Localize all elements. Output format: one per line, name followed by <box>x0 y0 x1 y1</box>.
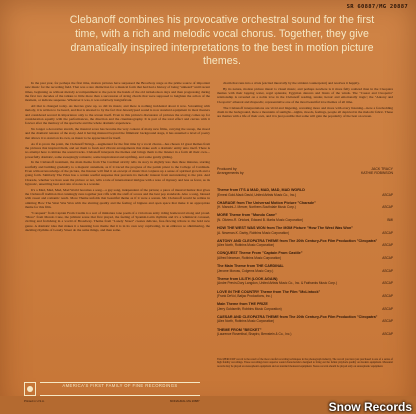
track-publisher: (Alex North, Robbins Music Corporation) <box>217 319 275 324</box>
liner-paragraph: In the Clebanoff treatment, the main theme from The Cardinal strictly tells its story in slightly less than three minutes, starting soulfully and building gradually to a majestic statement, as if it traced the progress of the parish priest to the College of Cardinals. Even without knowledge of the picture, the listener will find it an excerpt of music that conjures up a sense of spiritual growth and a going forth. Similarly The Prize has a certain soulful suspense that prevents its melodic interest from surrendering to the plot. And Charade, whether we have seen the picture or not, tells a tale of international intrigue with a note of mystery and less as fever, as its hypnotic, unsettling beat and rain of notes is a wonder. <box>25 160 210 186</box>
track-publisher: (N. Oliviero-R. Ortolani, Edward B. Marks Music Corporation) <box>217 217 304 222</box>
liner-notes-left-column <box>25 81 210 234</box>
track-publisher: (Jerry Goldsmith, Robbins Music Corporation) <box>217 306 282 311</box>
track-rights: ASCAP <box>382 243 393 248</box>
track-rights: ASCAP <box>382 256 393 261</box>
track-rights: ASCAP <box>382 306 393 311</box>
credit-name: JACK TRACY <box>371 167 393 171</box>
track-title: LOVE IN THE COUNTRY Theme from The Film "McLintock" <box>217 289 321 294</box>
track-publisher: (Frank DeVol, Batjac Productions, Inc.) <box>217 294 272 299</box>
track-title: HOW THE WEST WAS WON from The MGM Picture "How The West Was Won" <box>217 226 353 231</box>
track-credit <box>217 193 393 197</box>
track-list <box>217 188 393 340</box>
track-publisher: (Ernest Gold-Mack David, United Artists Music Co., Inc.) <box>217 192 297 197</box>
headline: Clebanoff combines his provocative orchestral sound for the first time, with a rich and melodic vocal chorus. Together, they give dramatically inspired interpretations to the best in motion picture themes. <box>69 14 375 68</box>
track-item <box>217 188 393 201</box>
track-credit <box>217 319 393 323</box>
track-title: ANTONY AND CLEOPATRA THEME from The 20th Century-Fox Film Production "Cleopatra" <box>217 238 378 243</box>
track-item <box>217 239 393 252</box>
track-rights: ASCAP <box>382 192 393 197</box>
credit-label: Arrangements by <box>217 171 244 176</box>
liner-paragraph: It's a Mad, Mad, Mad, Mad World becomes a song—a gay song, independent of the picture; a piece of musical humor that gives the Clebanoff tradition that cunningly runs together just riffs with the stuff of scores and the best pop standards. Also a song, blessed with sweet and romantic reach. More Theme unfolds that beautiful theme as if it were a sonata. Mr. Clebanoff would be remiss in omitting How The West Was Won with the slurring quality and the feeling of bigness and open space that make it an appropriate theme for this film. <box>25 187 210 209</box>
track-title: MORE Theme from "Mondo Cane" <box>217 213 277 218</box>
track-publisher: (Laurence Rosenthal, Shapiro, Bernstein & Co., Inc.) <box>217 332 292 337</box>
track-item <box>217 251 393 264</box>
track-rights: ASCAP <box>382 230 393 235</box>
track-publisher: (A. Newman-K. Darby, Robbins Music Corporation) <box>217 230 290 235</box>
label-slogan: AMERICA'S FIRST FAMILY OF FINE RECORDINGS <box>40 382 200 396</box>
credit-label: Produced by <box>217 167 237 171</box>
track-title: THEME FROM "BECKET" <box>217 327 262 332</box>
track-item <box>217 201 393 214</box>
mercury-logo-icon <box>24 382 36 396</box>
watermark: Snow Records <box>328 400 412 414</box>
liner-notes-right-column <box>217 81 393 120</box>
track-publisher: (H. Mancini-J. Mercer, Northern-Southdale Music Corp.) <box>217 205 296 210</box>
track-rights: ASCAP <box>382 319 393 324</box>
track-credit <box>217 218 393 222</box>
track-item <box>217 302 393 315</box>
credit-row <box>217 171 393 175</box>
liner-paragraph: The Clebanoff interpretations are vivid and lingering, revealing more and more with every listening—here a forebodding drum in the background, there a mountain of sunlight—nights, moods, feelings, people all depicted in the melodic fabric. These are themes with a life of their own, and it is just possible that some will gain the popularity of the best on screen. <box>217 105 393 119</box>
track-item <box>217 226 393 239</box>
track-credit <box>217 231 393 235</box>
track-rights: ASCAP <box>382 205 393 210</box>
credit-name: KATHIE ROBINSON <box>360 171 393 176</box>
liner-paragraph: charm that runs into a crisis (excited musically by the strident counterpoint) and resolves it happily. <box>223 81 360 85</box>
track-title: Theme from IT'S A MAD, MAD, MAD, MAD WORLD <box>217 188 305 192</box>
track-credit <box>217 243 393 247</box>
track-title: Theme from LILITH (LOOK AGAIN) <box>217 276 278 281</box>
track-title: CAESAR AND CLEOPATRA THEME from The 20th Century-Fox Film Production "Cleopatra" <box>217 314 378 319</box>
track-credit <box>217 281 393 285</box>
printed-in-usa: Printed in U.S.A. <box>24 399 45 403</box>
track-item <box>217 277 393 290</box>
track-credit <box>217 205 393 209</box>
track-credit <box>217 294 393 298</box>
track-item <box>217 315 393 328</box>
liner-paragraph: In the past year, for perhaps the first time, motion pictures have surpassed the Broadway stage as the prime source of important new music for the recording field. That was a rare distinction for a musical form that had had a history of being "unheard" until recent times, beginning as without melody accompaniment to the pen in the hands of the old nickelodeon days and then progressing during the first two decades of the talkies to little more than a succession of string chords that were supposed to heighten the action of the moment, or indicate suspense. Whatever it was, it was relatively insignificant. <box>25 81 210 103</box>
track-credit <box>217 256 393 260</box>
liner-paragraph: All that is changed today. As movies grew up, so did its music, and there is nothing incidental about it now. Screaming with melody, it is written to be heard, and that is attested to by the fact that Jetsonlypsed sound is now standard equipment in most theaters and considered second in importance only to the screen itself. Even in this picture's discussion of pictures the scoring comes up for consideration equally with the performances, the direction and the cinematography. It is part of the total effect and carries with it forever after the memory of the spectacle and the whole dramatic experience. <box>25 104 210 126</box>
track-credit <box>217 332 393 336</box>
track-rights: ASCAP <box>382 268 393 273</box>
track-rights: ASCAP <box>382 332 393 337</box>
track-title: CONQUEST Theme From "Captain From Castile" <box>217 251 303 256</box>
fine-print: This MERCURY record is the result of the most careful recording techniques in the phonograph industry. The record you have just purchased is one of a series of high fidelity recordings. These recordings have superior sound characteristics designed to bring out the fullest playback quality on modern equipment. Monaural records may be played on stereophonic equipment and on standard monaural equipment. Stereo records should be played only on stereophonic equipment. <box>217 358 393 368</box>
monaural-note: MONAURAL MG 20887 <box>170 399 200 403</box>
liner-paragraph: By its nature, motion picture music is visual music, and perhaps nowhere is it more fully realized than in the Cleopatra themes with their lapping water, regal splendor, Egyptian dancers and blasts of the winds. The "Cassar and Cleopatra" relationship is revealed on a noble love in the Clebanoff reading, tender, heroic and emotionally tragic; the "Antony and Cleopatra" ethereal and rhapsodic, representative one of the most beautiful love themes of all time. <box>217 86 393 104</box>
track-item <box>217 213 393 226</box>
liner-paragraph: As if to prove the point, the Clebanoff Strings—augmented for the first time by a vocal chorus—has chosen 12 great themes from the pictures that inspired them, and set them to fresh and vibrant arrangements that make each a dramatic entity unto itself. There is no attempt here to imitate the sound tracks. Clebanoff interprets the themes and brings them to the listener in a form all their own—powerfully dramatic, some sweepingly romantic, some inspirational and uplifting, and some gently gliding. <box>25 141 210 159</box>
track-credit <box>217 307 393 311</box>
track-rights: ASCAP <box>382 294 393 299</box>
track-rights: ASCAP <box>382 281 393 286</box>
liner-paragraph: No longer a decorative stretch, the musical score has become the very content of many new films, carrying the sweep, the mood and the dramatic tension of the story. And it having matured beyond the filmmatic background stage, it has assumed a level of poetry that allows it to stand on its own, as music to be appreciated for itself. <box>25 127 210 140</box>
track-title: CHARADE from The Universal Motion Picture "Charade" <box>217 200 316 205</box>
track-item <box>217 328 393 341</box>
track-publisher: (Jerome Moross, Colgems Music Corp.) <box>217 268 274 273</box>
track-rights: BMI <box>387 217 393 222</box>
catalog-number: SR 60887/MG 20887 <box>346 4 408 10</box>
track-title: Main Theme from THE PRIZE <box>217 302 268 307</box>
track-item <box>217 264 393 277</box>
track-publisher: (Andre Previn-Dory Langdon, United Artists Music Co., Inc. & Fairbanks Music Corp.) <box>217 281 337 286</box>
track-item <box>217 290 393 303</box>
credits-block <box>217 167 393 176</box>
track-publisher: (Alfred Newman, Robbins Music Corporation) <box>217 256 282 261</box>
liner-paragraph: "Conquest" from Captain From Castile is a sort of miniature tone poem of a victorious army riding homeward strong and proud. "More" from Mondo Cane, the jubilant scene that first played, the feeling of Spanish-Latin rhythms and it's a whimsical carousel, circling and frolicking in a world of Broadway. Theme from "Lonely Street" creates delicate, free-flowing tribute to the bold new genre. A dramatic idea that makes it a haunting love theme that it is in its own way captivating, in an embrace so shimmering, the dazzling rhythms of Lonely Street do the same things, and then some. <box>25 210 210 233</box>
track-title: The Main Theme from THE CARDINAL <box>217 264 284 269</box>
track-publisher: (Alex North, Robbins Music Corporation) <box>217 243 275 248</box>
track-credit <box>217 269 393 273</box>
